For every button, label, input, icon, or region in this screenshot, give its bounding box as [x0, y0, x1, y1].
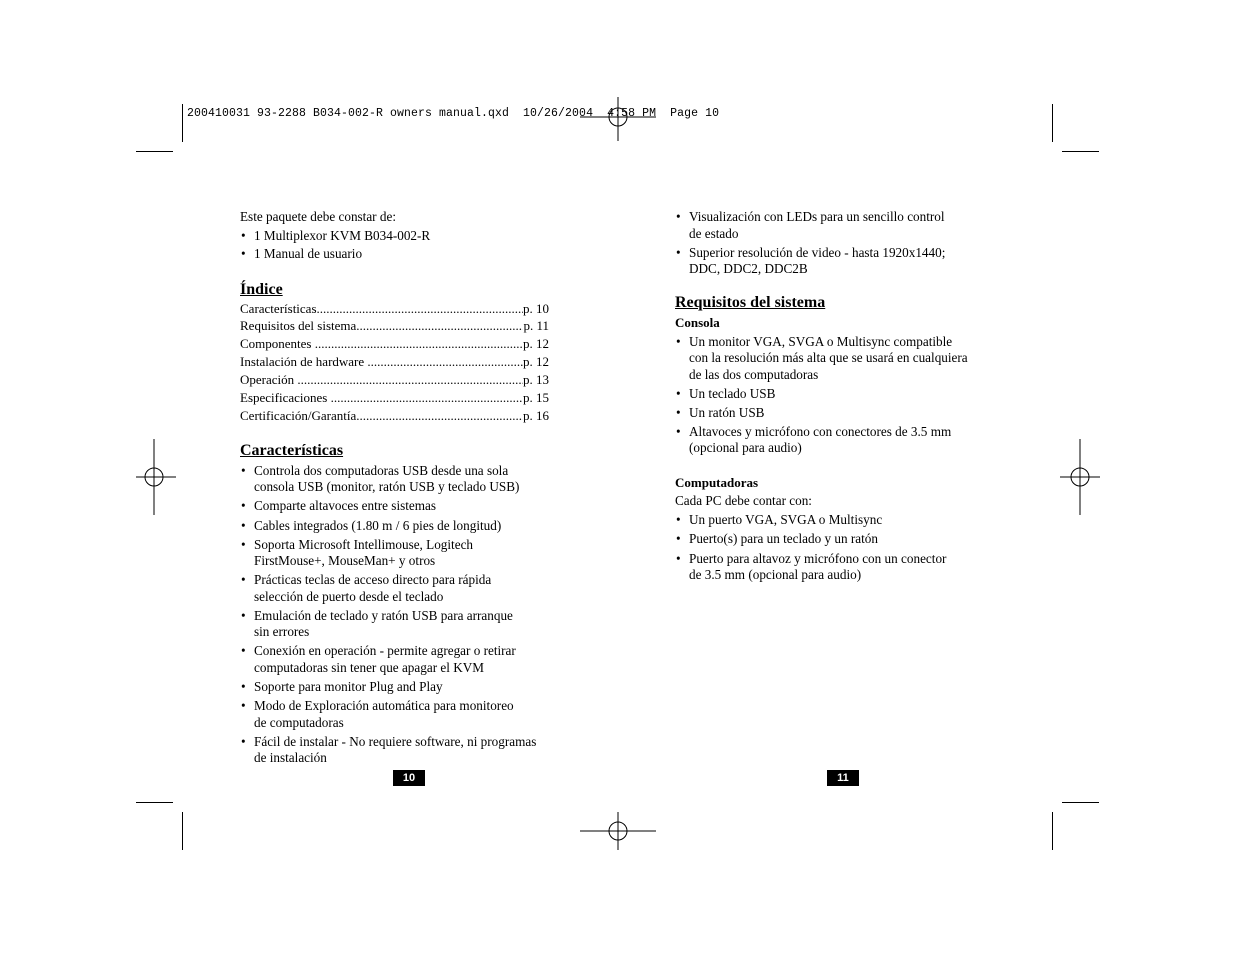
page-number-badge: 11 — [827, 770, 859, 786]
page-number-badge: 10 — [393, 770, 425, 786]
list-item-line: Puerto(s) para un teclado y un ratón — [689, 531, 878, 547]
list-item-line: Conexión en operación - permite agregar o retirar — [254, 643, 516, 659]
toc-page: p. 15 — [523, 390, 549, 406]
toc-label: Características — [240, 300, 317, 316]
list-item-line: de 3.5 mm (opcional para audio) — [689, 567, 862, 583]
list-item: • 1 Manual de usuario — [240, 246, 570, 263]
list-item-line: selección de puerto desde el teclado — [254, 588, 444, 604]
features-list — [240, 463, 570, 767]
toc-row[interactable] — [240, 407, 549, 425]
list-item-line: Altavoces y micrófono con conectores de 3.5 mm — [689, 423, 952, 439]
table-of-contents — [240, 300, 570, 425]
toc-page: p. 10 — [523, 300, 549, 316]
crop-mark — [182, 104, 183, 142]
print-slug-line: 200410031 93-2288 B034-002-R owners manual.qxd 10/26/2004 4:58 PM Page 10 — [187, 107, 720, 120]
list-item-line: de estado — [689, 225, 739, 241]
toc-page: p. 11 — [523, 318, 549, 334]
list-item-line: Soporte para monitor Plug and Play — [254, 679, 443, 694]
list-item: • 1 Multiplexor KVM B034-002-R — [240, 228, 570, 245]
console-list — [675, 334, 1005, 457]
crop-mark — [1052, 104, 1053, 142]
list-item — [240, 537, 570, 570]
list-item-line: (opcional para audio) — [689, 440, 802, 456]
list-item — [675, 405, 1005, 422]
toc-row[interactable] — [240, 389, 549, 407]
package-list — [240, 228, 570, 263]
computers-heading: Computadoras — [675, 474, 759, 490]
list-item-line: Un teclado USB — [689, 385, 776, 401]
list-item — [675, 424, 1005, 457]
list-item — [675, 209, 1005, 242]
list-item-line: Superior resolución de video - hasta 1920x1440; — [689, 244, 946, 260]
list-item-line: sin errores — [254, 624, 310, 640]
requirements-heading: Requisitos del sistema — [675, 293, 826, 311]
list-item-line: Puerto para altavoz y micrófono con un conector — [689, 550, 947, 566]
registration-mark-icon — [1060, 439, 1100, 515]
crop-mark — [1062, 151, 1099, 152]
toc-label: Componentes — [240, 336, 315, 352]
toc-page: p. 12 — [523, 336, 549, 352]
list-item-line: Soporta Microsoft Intellimouse, Logitech — [254, 536, 474, 552]
list-item — [240, 463, 570, 496]
crop-mark — [136, 151, 173, 152]
list-item-line: Un monitor VGA, SVGA o Multisync compatible — [689, 333, 953, 349]
toc-label: Instalación de hardware — [240, 354, 368, 370]
list-item-line: Fácil de instalar - No requiere software, ni programas — [254, 733, 537, 749]
crop-mark — [182, 812, 183, 850]
list-item-line: FirstMouse+, MouseMan+ y otros — [254, 553, 436, 569]
registration-mark-icon — [136, 439, 176, 515]
list-item-line: DDC, DDC2, DDC2B — [689, 261, 808, 277]
crop-mark — [136, 802, 173, 803]
console-heading: Consola — [675, 314, 720, 330]
toc-page: p. 13 — [523, 372, 549, 388]
list-item-line: de las dos computadoras — [689, 366, 819, 382]
list-item-line: consola USB (monitor, ratón USB y teclado USB) — [254, 479, 520, 495]
list-item-line: Un ratón USB — [689, 404, 765, 420]
toc-row[interactable] — [240, 300, 549, 318]
list-item — [240, 734, 570, 767]
list-item — [675, 334, 1005, 384]
registration-mark-icon — [580, 97, 656, 143]
list-item-line: computadoras sin tener que apagar el KVM — [254, 659, 484, 675]
list-item-line: Modo de Exploración automática para monitoreo — [254, 698, 514, 714]
toc-label: Certificación/Garantía — [240, 407, 357, 423]
list-item — [240, 679, 570, 696]
list-item-line: Un puerto VGA, SVGA o Multisync — [689, 512, 883, 528]
toc-row[interactable] — [240, 335, 549, 353]
list-item — [240, 518, 570, 535]
computers-intro: Cada PC debe contar con: — [675, 492, 812, 508]
toc-row[interactable] — [240, 353, 549, 371]
list-item — [675, 551, 1005, 584]
toc-row[interactable] — [240, 371, 549, 389]
toc-label: Requisitos del sistema — [240, 318, 357, 334]
list-item — [675, 531, 1005, 548]
toc-page: p. 12 — [523, 354, 549, 370]
list-item — [675, 386, 1005, 403]
right-page — [675, 209, 1005, 584]
list-item-line: Visualización con LEDs para un sencillo control — [689, 209, 945, 224]
toc-row[interactable] — [240, 317, 549, 335]
list-item — [675, 245, 1005, 278]
list-item-line: Comparte altavoces entre sistemas — [254, 498, 436, 514]
list-item-line: Cables integrados (1.80 m / 6 pies de longitud) — [254, 517, 502, 533]
toc-label: Especificaciones — [240, 390, 331, 406]
crop-mark — [1062, 802, 1099, 803]
index-heading: Índice — [240, 280, 283, 298]
list-item-line: Emulación de teclado y ratón USB para arranque — [254, 607, 513, 623]
toc-page: p. 16 — [523, 407, 549, 423]
list-item — [240, 498, 570, 515]
left-page — [240, 209, 570, 767]
list-item — [240, 608, 570, 641]
list-item — [240, 698, 570, 731]
registration-mark-icon — [580, 812, 656, 852]
features-continued-list — [675, 209, 1005, 278]
list-item-line: de instalación — [254, 750, 327, 766]
list-item — [675, 512, 1005, 529]
list-item-line: de computadoras — [254, 714, 344, 730]
toc-label: Operación — [240, 372, 298, 388]
list-item-line: Controla dos computadoras USB desde una sola — [254, 462, 509, 478]
list-item — [240, 643, 570, 676]
features-heading: Características — [240, 441, 344, 459]
package-intro: Este paquete debe constar de: — [240, 209, 396, 224]
list-item-line: Prácticas teclas de acceso directo para rápida — [254, 572, 492, 588]
list-item-line: con la resolución más alta que se usará en cualquiera — [689, 350, 968, 366]
list-item — [240, 572, 570, 605]
computers-list — [675, 512, 1005, 583]
crop-mark — [1052, 812, 1053, 850]
